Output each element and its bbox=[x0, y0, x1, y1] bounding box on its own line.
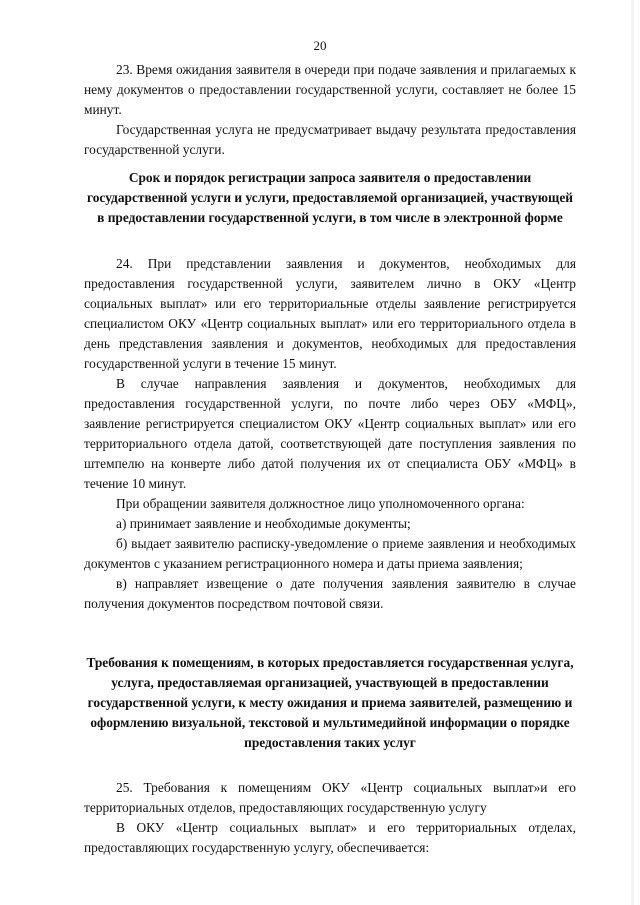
paragraph-official: При обращении заявителя должностное лицо уполномоченного органа: bbox=[116, 496, 525, 511]
intro-block bbox=[84, 60, 576, 160]
page-number: 20 bbox=[313, 38, 327, 53]
section-2-body bbox=[84, 778, 576, 858]
list-item-c: в) направляет извещение о дате получения заявления заявителю в случае получения документов посредством почтовой связи. bbox=[84, 576, 576, 611]
paragraph-no-result: Государственная услуга не предусматривает выдачу результата предоставления государственной услуги. bbox=[84, 122, 576, 157]
paragraph-provides: В ОКУ «Центр социальных выплат» и его территориальных отделах, предоставляющих государственную услугу, обеспечивается: bbox=[84, 820, 576, 855]
scan-edge bbox=[631, 0, 634, 905]
paragraph-mail: В случае направления заявления и документов, необходимых для предоставления государственной услуги, по почте либо через ОБУ «МФЦ», заявление регистрируется специалистом ОКУ «Центр социальных выплат» или его территориального отдела датой, соответствующей дате поступления заявления по штемпелю на конверте либо датой получения их от специалиста ОБУ «МФЦ» в течение 10 минут. bbox=[84, 376, 576, 491]
section-2-heading-block bbox=[84, 653, 576, 753]
list-item-a: а) принимает заявление и необходимые документы; bbox=[116, 516, 411, 531]
paragraph-24: 24. При представлении заявления и документов, необходимых для предоставления государственной услуги, заявителем лично в ОКУ «Центр социальных выплат» или его территориальные отделы заявление регистрируется специалистом ОКУ «Центр социальных выплат» или его территориального отдела в день представления заявления и документов, необходимых для предоставления государственной услуги в течение 15 минут. bbox=[84, 256, 576, 371]
paragraph-23: 23. Время ожидания заявителя в очереди при подаче заявления и прилагаемых к нему документов о предоставлении государственной услуги, составляет не более 15 минут. bbox=[84, 62, 576, 117]
paragraph-25: 25. Требования к помещениям ОКУ «Центр социальных выплат»и его территориальных отделов, предоставляющих государственную услугу bbox=[84, 780, 576, 815]
section-1-body bbox=[84, 254, 576, 614]
section-1-heading-block bbox=[84, 168, 576, 228]
section-1-heading: Срок и порядок регистрации запроса заявителя о предоставлении государственной услуги и услуги, предоставляемой организацией, участвующей в предоставлении государственной услуги, в том числе в электронной форме bbox=[86, 170, 573, 225]
list-item-b: б) выдает заявителю расписку-уведомление о приеме заявления и необходимых документов с указанием регистрационного номера и даты приема заявления; bbox=[84, 536, 576, 571]
section-2-heading: Требования к помещениям, в которых предоставляется государственная услуга, услуга, предоставляемая организацией, участвующей в предоставлении государственной услуги, к месту ожидания и приема заявителей, размещению и оформлению визуальной, текстовой и мультимедийной информации о порядке предоставления таких услуг bbox=[86, 655, 574, 750]
